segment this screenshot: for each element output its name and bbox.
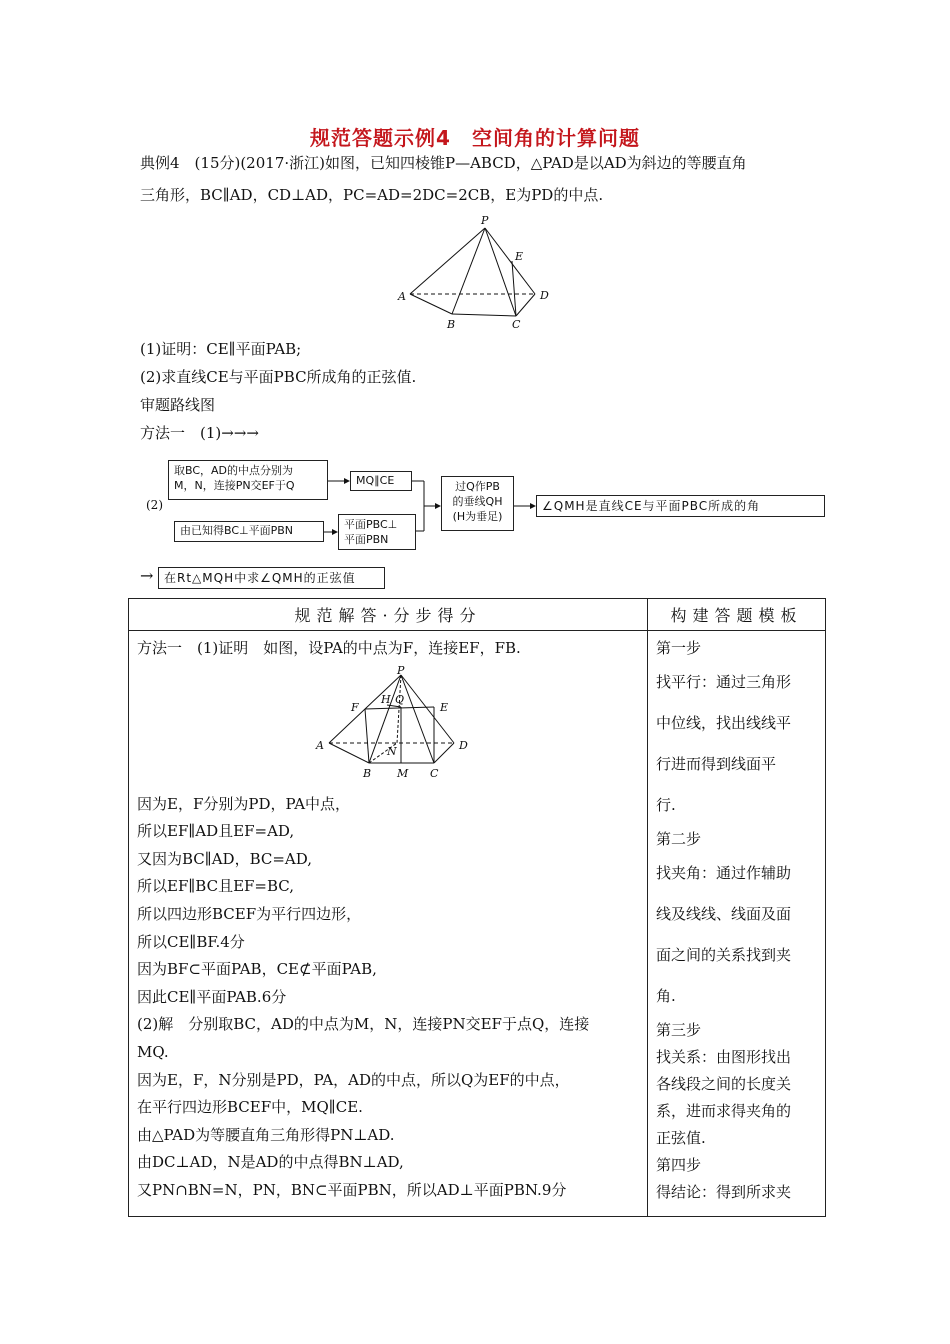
fig2-label-B: B xyxy=(363,766,372,780)
template-line: 系，进而求得夹角的 xyxy=(656,1102,792,1120)
table-header-solution: 规范解答·分步得分 xyxy=(129,599,648,631)
template-line: 找夹角：通过作辅助 xyxy=(656,864,792,882)
flow-box-sine: 在Rt△MQH中求∠QMH的正弦值 xyxy=(158,567,385,589)
solution-line: 因为E，F，N分别是PD，PA，AD的中点，所以Q为EF的中点， xyxy=(137,1070,570,1089)
solution-line: 因为E，F分别为PD，PA中点， xyxy=(137,794,351,813)
problem-line-2: 三角形，BC∥AD，CD⊥AD，PC=AD=2DC=2CB，E为PD的中点. xyxy=(140,186,604,204)
fig2-label-E: E xyxy=(440,700,449,714)
template-line: 找关系：由图形找出 xyxy=(656,1048,792,1066)
table-header-template: 构建答题模板 xyxy=(648,599,826,631)
solution-line: 所以EF∥BC且EF=BC, xyxy=(137,877,295,896)
fig2-label-P: P xyxy=(397,664,405,677)
part2-label: (2) xyxy=(146,498,163,512)
template-line: 线及线线、线面及面 xyxy=(656,905,792,923)
fig2-label-Q: Q xyxy=(395,692,405,706)
solution-line: (2)解 分别取BC，AD的中点为M，N，连接PN交EF于点Q，连接 xyxy=(137,1015,590,1034)
flow-box-midpoints xyxy=(168,460,328,500)
flow-box-mq-ce: MQ∥CE xyxy=(350,471,412,491)
template-line: 得结论：得到所求夹 xyxy=(656,1183,792,1201)
template-line: 第三步 xyxy=(656,1021,702,1039)
flow-box-midpoints-line1: 取BC，AD的中点分别为 xyxy=(174,464,294,477)
fig2-label-N: N xyxy=(387,744,397,758)
template-line: 第一步 xyxy=(656,639,702,657)
fig2-label-C: C xyxy=(430,766,439,780)
flow-box-qh-line1: 过Q作PB xyxy=(455,480,500,493)
label-E: E xyxy=(515,250,524,263)
solution-line: 方法一 (1)证明 如图，设PA的中点为F，连接EF，FB. xyxy=(137,639,521,657)
flow-box-angle: ∠QMH是直线CE与平面PBC所成的角 xyxy=(536,495,825,517)
template-line: 各线段之间的长度关 xyxy=(656,1075,792,1093)
fig2-label-A: A xyxy=(316,738,324,752)
fig2-label-D: D xyxy=(459,738,468,752)
solution-cell xyxy=(129,631,648,1217)
template-line: 行进而得到线面平 xyxy=(656,755,777,773)
solution-line: 又PN∩BN=N，PN，BN⊂平面PBN，所以AD⊥平面PBN.9分 xyxy=(137,1180,567,1199)
flow-box-midpoints-line2: M，N，连接PN交EF于Q xyxy=(174,479,295,492)
solution-line: 所以EF∥AD且EF=AD, xyxy=(137,822,295,841)
question-2: (2)求直线CE与平面PBC所成角的正弦值. xyxy=(140,368,417,386)
fig2-label-H: H xyxy=(381,692,391,706)
solution-line: 由△PAD为等腰直角三角形得PN⊥AD. xyxy=(137,1125,395,1144)
flow-box-qh-line2: 的垂线QH xyxy=(452,495,503,508)
route-heading: 审题路线图 xyxy=(140,396,216,414)
label-D: D xyxy=(540,289,549,302)
solution-line: 在平行四边形BCEF中，MQ∥CE. xyxy=(137,1098,363,1117)
solution-line: 所以四边形BCEF为平行四边形， xyxy=(137,904,362,923)
flow-lead-arrow: → xyxy=(140,566,154,585)
label-B: B xyxy=(447,318,456,331)
flow-box-plane-perp-line1: 平面PBC⊥ xyxy=(344,518,398,531)
flow-box-bc-perp: 由已知得BC⊥平面PBN xyxy=(174,521,324,542)
flow-box-plane-perp-line2: 平面PBN xyxy=(344,533,389,546)
fig2-label-M: M xyxy=(397,766,409,780)
question-1: (1)证明：CE∥平面PAB; xyxy=(140,340,302,358)
flow-connectors xyxy=(320,465,545,555)
method1-route: 方法一 (1)→→→ xyxy=(140,424,259,442)
template-line: 面之间的关系找到夹 xyxy=(656,946,792,964)
label-C: C xyxy=(512,318,521,331)
pyramid-figure xyxy=(390,210,570,335)
figure2-holder xyxy=(137,663,637,791)
template-line: 行. xyxy=(656,796,676,814)
template-line: 找平行：通过三角形 xyxy=(656,673,792,691)
solution-line: MQ. xyxy=(137,1042,169,1061)
flow-box-qh-line3: (H为垂足) xyxy=(452,510,503,523)
label-P: P xyxy=(481,214,489,227)
solution-line: 因为BF⊂平面PAB，CE⊄平面PAB, xyxy=(137,960,377,979)
problem-line-1: 典例4 (15分)(2017·浙江)如图，已知四棱锥P—ABCD，△PAD是以AD为斜边的等腰直角 xyxy=(140,154,747,172)
pyramid-figure-2 xyxy=(309,665,474,785)
solution-line: 又因为BC∥AD，BC=AD, xyxy=(137,849,313,868)
template-line: 正弦值. xyxy=(656,1129,706,1147)
solution-table xyxy=(128,598,826,1217)
fig2-label-F: F xyxy=(351,700,359,714)
template-line: 第四步 xyxy=(656,1156,702,1174)
solution-line: 由DC⊥AD，N是AD的中点得BN⊥AD, xyxy=(137,1153,404,1172)
solution-line: 所以CE∥BF.4分 xyxy=(137,932,245,951)
solution-line: 因此CE∥平面PAB.6分 xyxy=(137,987,287,1006)
label-A: A xyxy=(398,290,406,303)
template-line: 中位线，找出线线平 xyxy=(656,714,792,732)
template-line: 第二步 xyxy=(656,830,702,848)
template-cell xyxy=(648,631,826,1217)
template-line: 角. xyxy=(656,987,676,1005)
page-title: 规范答题示例4 空间角的计算问题 xyxy=(310,126,640,150)
